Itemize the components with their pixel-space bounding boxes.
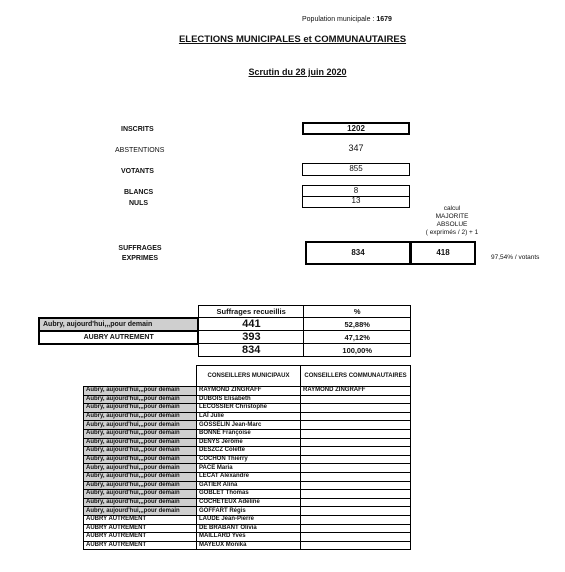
seat-communautaire-name [301,438,411,447]
seat-list-name: Aubry, aujourd'hui,,,pour demain [84,498,197,507]
blancs-value: 8 [302,185,410,197]
results-votes: 441 [198,318,304,331]
seat-communautaire-name [301,541,411,550]
seat-municipal-name: LECOSSIER Christophe [197,404,301,413]
seat-row [84,421,411,430]
votants-label: VOTANTS [121,168,154,175]
seat-municipal-name: DE BRABANT Olivia [197,524,301,533]
seat-list-name: Aubry, aujourd'hui,,,pour demain [84,429,197,438]
seat-list-name: AUBRY AUTREMENT [84,515,197,524]
seat-row [84,464,411,473]
seat-municipal-name: LAUDE Jean-Pierre [197,515,301,524]
ratio-value: 97,54% [491,254,514,261]
results-pct: 47,12% [304,331,411,344]
seat-list-name: Aubry, aujourd'hui,,,pour demain [84,404,197,413]
seat-row [84,395,411,404]
seat-communautaire-name [301,421,411,430]
results-table [38,305,411,357]
seat-row [84,472,411,481]
seat-list-name: Aubry, aujourd'hui,,,pour demain [84,412,197,421]
results-votes: 393 [198,331,304,344]
seat-communautaire-name [301,412,411,421]
seats-header-row [84,366,411,387]
results-total-pct: 100,00% [304,344,411,357]
seat-row [84,541,411,550]
seat-row [84,515,411,524]
seat-municipal-name: RAYMOND ZINGRAFF [197,387,301,396]
seat-municipal-name: MAILLARD Yves [197,533,301,542]
seat-communautaire-name [301,507,411,516]
seat-row [84,507,411,516]
seat-municipal-name: GOSSELIN Jean-Marc [197,421,301,430]
inscrits-value: 1202 [302,122,410,135]
results-row [39,331,411,344]
suffrages-label-line-1: SUFFRAGES [118,245,162,252]
results-total-votes: 834 [198,344,304,357]
seat-communautaire-name [301,472,411,481]
calc-line-4: ( exprimés / 2) + 1 [425,229,479,236]
seat-communautaire-name [301,524,411,533]
seat-list-name: AUBRY AUTREMENT [84,524,197,533]
seat-row [84,387,411,396]
seat-municipal-name: DESZCZ Colette [197,447,301,456]
seat-municipal-name: DENYS Jérôme [197,438,301,447]
seat-communautaire-name: RAYMOND ZINGRAFF [301,387,411,396]
calc-line-1: calcul [443,205,461,212]
results-header-row [39,306,411,318]
population-line [302,16,392,23]
suffrages-label [110,244,170,264]
population-value: 1679 [376,16,392,23]
abstentions-value: 347 [348,143,364,153]
results-header-blank [39,306,198,318]
seat-communautaire-name [301,498,411,507]
majorite-value: 418 [410,241,476,265]
seat-list-name: Aubry, aujourd'hui,,,pour demain [84,438,197,447]
suffrages-label-line-2: EXPRIMES [121,255,159,262]
suffrages-value: 834 [305,241,411,265]
abstentions-label: ABSTENTIONS [115,147,165,154]
seat-municipal-name: DUBOIS Elisabeth [197,395,301,404]
seat-communautaire-name [301,490,411,499]
seat-row [84,498,411,507]
seat-municipal-name: GOBLET Thomas [197,490,301,499]
votants-value: 855 [302,163,410,176]
seat-list-name: Aubry, aujourd'hui,,,pour demain [84,395,197,404]
seats-table [83,365,411,550]
nuls-value: 13 [302,196,410,208]
seat-row [84,438,411,447]
seat-row [84,455,411,464]
seat-row [84,481,411,490]
seat-list-name: Aubry, aujourd'hui,,,pour demain [84,472,197,481]
results-header-pct: % [304,306,411,318]
seat-list-name: Aubry, aujourd'hui,,,pour demain [84,464,197,473]
seat-municipal-name: COCHON Thierry [197,455,301,464]
seat-row [84,524,411,533]
nuls-label: NULS [129,200,149,207]
seat-communautaire-name [301,481,411,490]
results-list-name: Aubry, aujourd'hui,,,pour demain [39,318,198,331]
results-list-name: AUBRY AUTREMENT [39,331,198,344]
calc-line-2: MAJORITE [435,213,469,220]
seat-row [84,447,411,456]
seat-list-name: AUBRY AUTREMENT [84,533,197,542]
seat-municipal-name: LECAT Alexandre [197,472,301,481]
inscrits-label: INSCRITS [121,126,154,133]
seats-body [84,387,411,550]
majorite-calc-note [408,205,496,237]
seat-municipal-name: GATIER Alina [197,481,301,490]
ratio-suffix: / votants [514,254,540,261]
ratio-votants [491,254,539,261]
seat-row [84,533,411,542]
seat-list-name: AUBRY AUTREMENT [84,541,197,550]
seat-municipal-name: BONNÉ Françoise [197,429,301,438]
seat-municipal-name: COCHETEUX Adeline [197,498,301,507]
seats-header-blank [84,366,197,387]
population-label: Population municipale : [302,16,375,23]
calc-line-3: ABSOLUE [436,221,468,228]
seat-list-name: Aubry, aujourd'hui,,,pour demain [84,421,197,430]
seats-header-communautaires: CONSEILLERS COMMUNAUTAIRES [301,366,411,387]
seat-communautaire-name [301,515,411,524]
seats-header-municipaux: CONSEILLERS MUNICIPAUX [197,366,301,387]
seat-communautaire-name [301,429,411,438]
seat-municipal-name: LAÏ Julie [197,412,301,421]
seat-communautaire-name [301,395,411,404]
seat-list-name: Aubry, aujourd'hui,,,pour demain [84,481,197,490]
seat-list-name: Aubry, aujourd'hui,,,pour demain [84,387,197,396]
results-total-blank [39,344,198,357]
seat-row [84,412,411,421]
seat-list-name: Aubry, aujourd'hui,,,pour demain [84,490,197,499]
seat-municipal-name: PACE Maria [197,464,301,473]
results-row [39,318,411,331]
scrutin-date: Scrutin du 28 juin 2020 [248,67,347,77]
seat-municipal-name: GOFFART Régis [197,507,301,516]
seat-list-name: Aubry, aujourd'hui,,,pour demain [84,507,197,516]
seat-row [84,429,411,438]
seat-row [84,404,411,413]
results-total-row [39,344,411,357]
document-title: ELECTIONS MUNICIPALES et COMMUNAUTAIRES [178,34,407,45]
seat-communautaire-name [301,404,411,413]
seat-communautaire-name [301,455,411,464]
seat-list-name: Aubry, aujourd'hui,,,pour demain [84,447,197,456]
seat-row [84,490,411,499]
seat-list-name: Aubry, aujourd'hui,,,pour demain [84,455,197,464]
results-header-suffrages: Suffrages recueillis [198,306,304,318]
seat-municipal-name: MAYEUX Monika [197,541,301,550]
seat-communautaire-name [301,533,411,542]
seat-communautaire-name [301,464,411,473]
results-pct: 52,88% [304,318,411,331]
blancs-label: BLANCS [124,189,154,196]
seat-communautaire-name [301,447,411,456]
